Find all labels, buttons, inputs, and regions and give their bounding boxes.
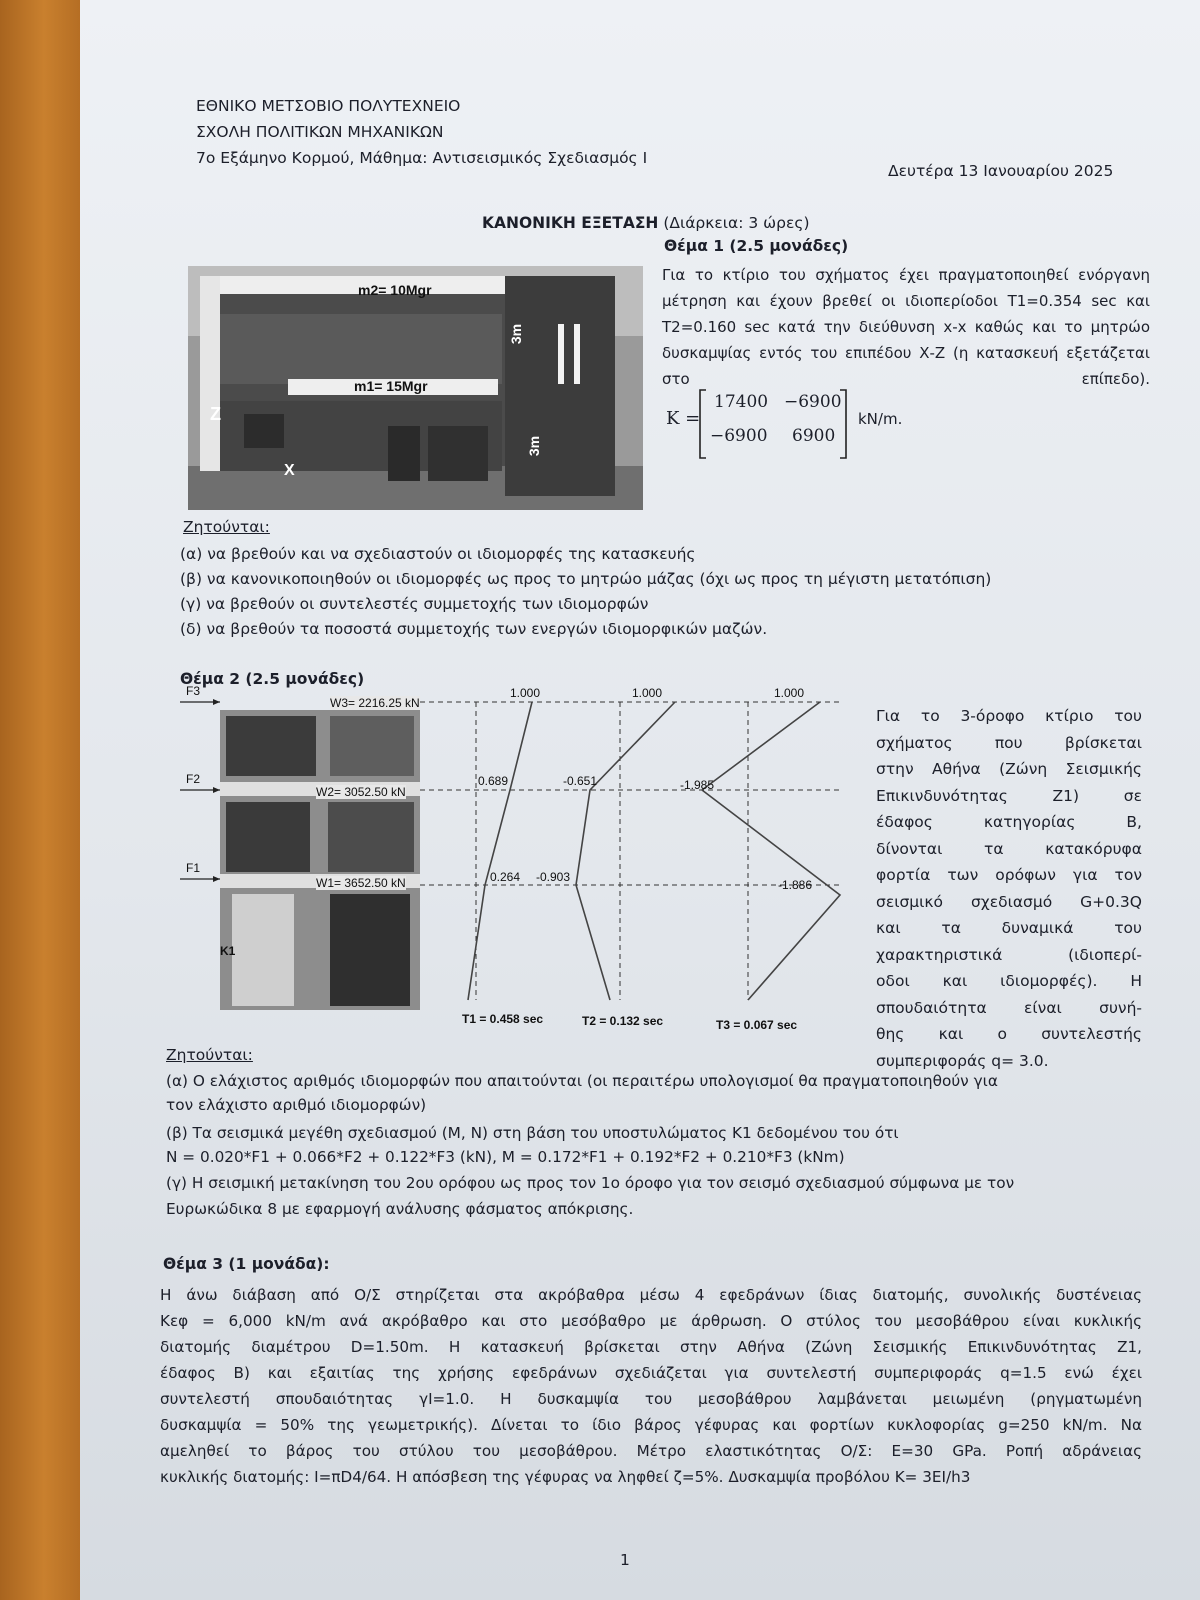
topic3-heading: Θέμα 3 (1 μονάδα): — [163, 1255, 330, 1273]
exam-title: ΚΑΝΟΝΙΚΗ ΕΞΕΤΑΣΗ (Διάρκεια: 3 ώρες) — [482, 214, 810, 232]
mode2-value-3: 1.000 — [632, 686, 663, 700]
weight-w2-label: W2= 3052.50 kN — [316, 785, 406, 799]
mode3-value-3: 1.000 — [774, 686, 805, 700]
topic2-line: φορτία των ορόφων για τον — [876, 866, 1142, 884]
topic1-request-a: (α) να βρεθούν και να σχεδιαστούν οι ιδιομορφές της κατασκευής — [180, 545, 696, 563]
topic1-request-d: (δ) να βρεθούν τα ποσοστά συμμετοχής των ενεργών ιδιομορφικών μαζών. — [180, 620, 768, 638]
topic2-heading: Θέμα 2 (2.5 μονάδες) — [180, 670, 365, 688]
topic2-request-c-cont: Ευρωκώδικα 8 με εφαρμογή ανάλυσης φάσματος απόκρισης. — [166, 1200, 634, 1218]
university-name: ΕΘΝΙΚΟ ΜΕΤΣΟΒΙΟ ΠΟΛΥΤΕΧΝΕΙΟ — [196, 97, 461, 115]
topic3-line: Η άνω διάβαση από Ο/Σ στηρίζεται στα ακρόβαθρα μέσω 4 εφεδράνων ίδιας διατομής, συνολικής δυστένειας — [160, 1286, 1142, 1304]
mode1-value-2: 0.689 — [478, 774, 509, 788]
mode3-value-1: -1.886 — [778, 878, 813, 892]
matrix-k22: 6900 — [792, 426, 836, 446]
height-bottom-label: 3m — [526, 435, 543, 457]
axis-z-label: Z — [210, 404, 221, 424]
topic2-line: στην Αθήνα (Ζώνη Σεισμικής — [876, 760, 1142, 778]
topic2-request-c: (γ) Η σεισμική μετακίνηση του 2ου ορόφου ως προς τον 1ο όροφο για τον σεισμό σχεδιασμού σύμφωνα με τον — [166, 1174, 1015, 1192]
page-number: 1 — [620, 1551, 630, 1569]
mode2-value-1: -0.903 — [536, 870, 571, 884]
mode1-value-3: 1.000 — [510, 686, 541, 700]
axis-x-label: X — [284, 462, 295, 479]
force-f2-label: F2 — [186, 772, 201, 786]
topic1-request-b: (β) να κανονικοποιηθούν οι ιδιομορφές ως προς το μητρώο μάζας (όχι ως προς τη μέγιστη μετατόπιση) — [180, 570, 992, 588]
mode2-value-2: -0.651 — [563, 774, 598, 788]
period-t1-label: T1 = 0.458 sec — [462, 1012, 544, 1026]
course-line: 7ο Εξάμηνο Κορμού, Μάθημα: Αντισεισμικός Σχεδιασμός Ι — [196, 149, 648, 167]
topic2-line: σπουδαιότητα είναι συνή- — [876, 998, 1142, 1017]
topic3-line: αμεληθεί το βάρος του στύλου του μεσοβάθρου. Μέτρο ελαστικότητας Ο/Σ: Ε=30 GPa. Ροπή αδράνειας — [160, 1442, 1142, 1460]
period-t2-label: T2 = 0.132 sec — [582, 1014, 664, 1028]
topic2-line: έδαφος κατηγορίας Β, — [876, 813, 1142, 831]
weight-w3-label: W3= 2216.25 kN — [330, 696, 420, 710]
matrix-label: K = — [666, 408, 701, 429]
topic1-text: Για το κτίριο του σχήματος έχει πραγματοποιηθεί ενόργανη μέτρηση και έχουν βρεθεί οι ιδιοπερίοδοι T1=0.354 sec και T2=0.160 sec κατά την διεύθυνση x-x καθώς και το μητρώο δυσκαμψίας εντός του επιπέδου Χ-Ζ (η κατασκευή εξετάζεται στο επίπεδο). — [662, 266, 1150, 388]
school-name: ΣΧΟΛΗ ΠΟΛΙΤΙΚΩΝ ΜΗΧΑΝΙΚΩΝ — [196, 123, 444, 141]
exam-date: Δευτέρα 13 Ιανουαρίου 2025 — [888, 162, 1114, 180]
topic2-line: Για το 3-όροφο κτίριο του — [876, 707, 1142, 725]
period-t3-label: T3 = 0.067 sec — [716, 1018, 798, 1032]
topic2-line: σχήματος που βρίσκεται — [876, 733, 1142, 752]
mass-m2-label: m2= 10Mgr — [358, 282, 432, 298]
topic2-request-a-cont: τον ελάχιστο αριθμό ιδιομορφών) — [166, 1096, 427, 1114]
topic2-line: συμπεριφοράς q= 3.0. — [876, 1051, 1049, 1070]
topic2-line: Επικινδυνότητας Ζ1) σε — [876, 786, 1142, 805]
matrix-k21: −6900 — [710, 426, 768, 446]
topic1-building-photo — [188, 266, 643, 510]
topic1-requests-label: Ζητούνται: — [183, 518, 270, 536]
topic2-line: οδοι και ιδιομορφές). Η — [876, 972, 1142, 990]
desk-background — [0, 0, 80, 1600]
topic3-line: Κεφ = 6,000 kN/m ανά ακρόβαθρο και στο μεσόβαθρο με άρθρωση. Ο στύλος του μεσοβάθρου είναι κυκλικής — [160, 1312, 1142, 1330]
column-k1-label: K1 — [220, 944, 236, 958]
height-top-label: 3m — [508, 323, 525, 345]
topic3-line: έδαφος Β) και εξαιτίας της χρήσης εφεδράνων σχεδιάζεται για συντελεστή συμπεριφοράς q=1.5 ενώ έχει — [160, 1364, 1142, 1382]
matrix-k11: 17400 — [714, 392, 769, 412]
topic2-line: σεισμικό σχεδιασμό G+0.3Q — [876, 892, 1142, 911]
topic2-requests-label: Ζητούνται: — [166, 1046, 253, 1064]
matrix-k12: −6900 — [784, 392, 842, 412]
mass-m1-label: m1= 15Mgr — [354, 378, 428, 394]
topic2-line: θης και ο συντελεστής — [876, 1025, 1142, 1043]
topic2-line: και τα δυναμικά του — [876, 919, 1142, 937]
topic2-figure — [180, 684, 860, 1050]
topic1-heading: Θέμα 1 (2.5 μονάδες) — [664, 237, 849, 255]
stiffness-matrix — [662, 388, 942, 460]
force-f1-label: F1 — [186, 861, 201, 875]
topic2-line: δίνονται τα κατακόρυφα — [876, 839, 1142, 858]
topic2-formula: N = 0.020*F1 + 0.066*F2 + 0.122*F3 (kN), M = 0.172*F1 + 0.192*F2 + 0.210*F3 (kNm) — [166, 1148, 845, 1166]
topic3-line: δυσκαμψία = 50% της γεωμετρικής). Δίνεται το ίδιο βάρος γέφυρας και φορτίων κυκλοφορίας g=250 kN/m. Να — [160, 1416, 1142, 1434]
force-f3-label: F3 — [186, 684, 201, 698]
topic2-request-a: (α) Ο ελάχιστος αριθμός ιδιομορφών που απαιτούνται (οι περαιτέρω υπολογισμοί θα πραγματοποιηθούν για — [166, 1072, 998, 1090]
topic2-description — [876, 703, 1142, 1074]
topic3-line: συντελεστή σπουδαιότητας γI=1.0. Η δυσκαμψία του μεσοβάθρου λαμβάνεται μειωμένη (ρηγματωμένη — [160, 1390, 1142, 1408]
mode3-value-2: -1.985 — [680, 778, 715, 792]
topic1-request-c: (γ) να βρεθούν οι συντελεστές συμμετοχής των ιδιομορφών — [180, 595, 649, 613]
mode1-value-1: 0.264 — [490, 870, 521, 884]
weight-w1-label: W1= 3652.50 kN — [316, 876, 406, 890]
topic2-line: χαρακτηριστικά (ιδιοπερί- — [876, 945, 1142, 964]
matrix-unit: kN/m. — [858, 410, 903, 428]
topic3-line: κυκλικής διατομής: I=πD4/64. Η απόσβεση της γέφυρας να ληφθεί ζ=5%. Δυσκαμψία προβόλου K= 3EI/h3 — [160, 1468, 971, 1486]
topic3-line: διατομής διαμέτρου D=1.50m. Η κατασκευή βρίσκεται στην Αθήνα (Ζώνη Σεισμικής Επικινδυνότητας Ζ1, — [160, 1338, 1142, 1356]
topic3-body — [160, 1282, 1142, 1490]
topic2-request-b: (β) Τα σεισμικά μεγέθη σχεδιασμού (Μ, Ν) στη βάση του υποστυλώματος Κ1 δεδομένου του ότι — [166, 1124, 899, 1142]
